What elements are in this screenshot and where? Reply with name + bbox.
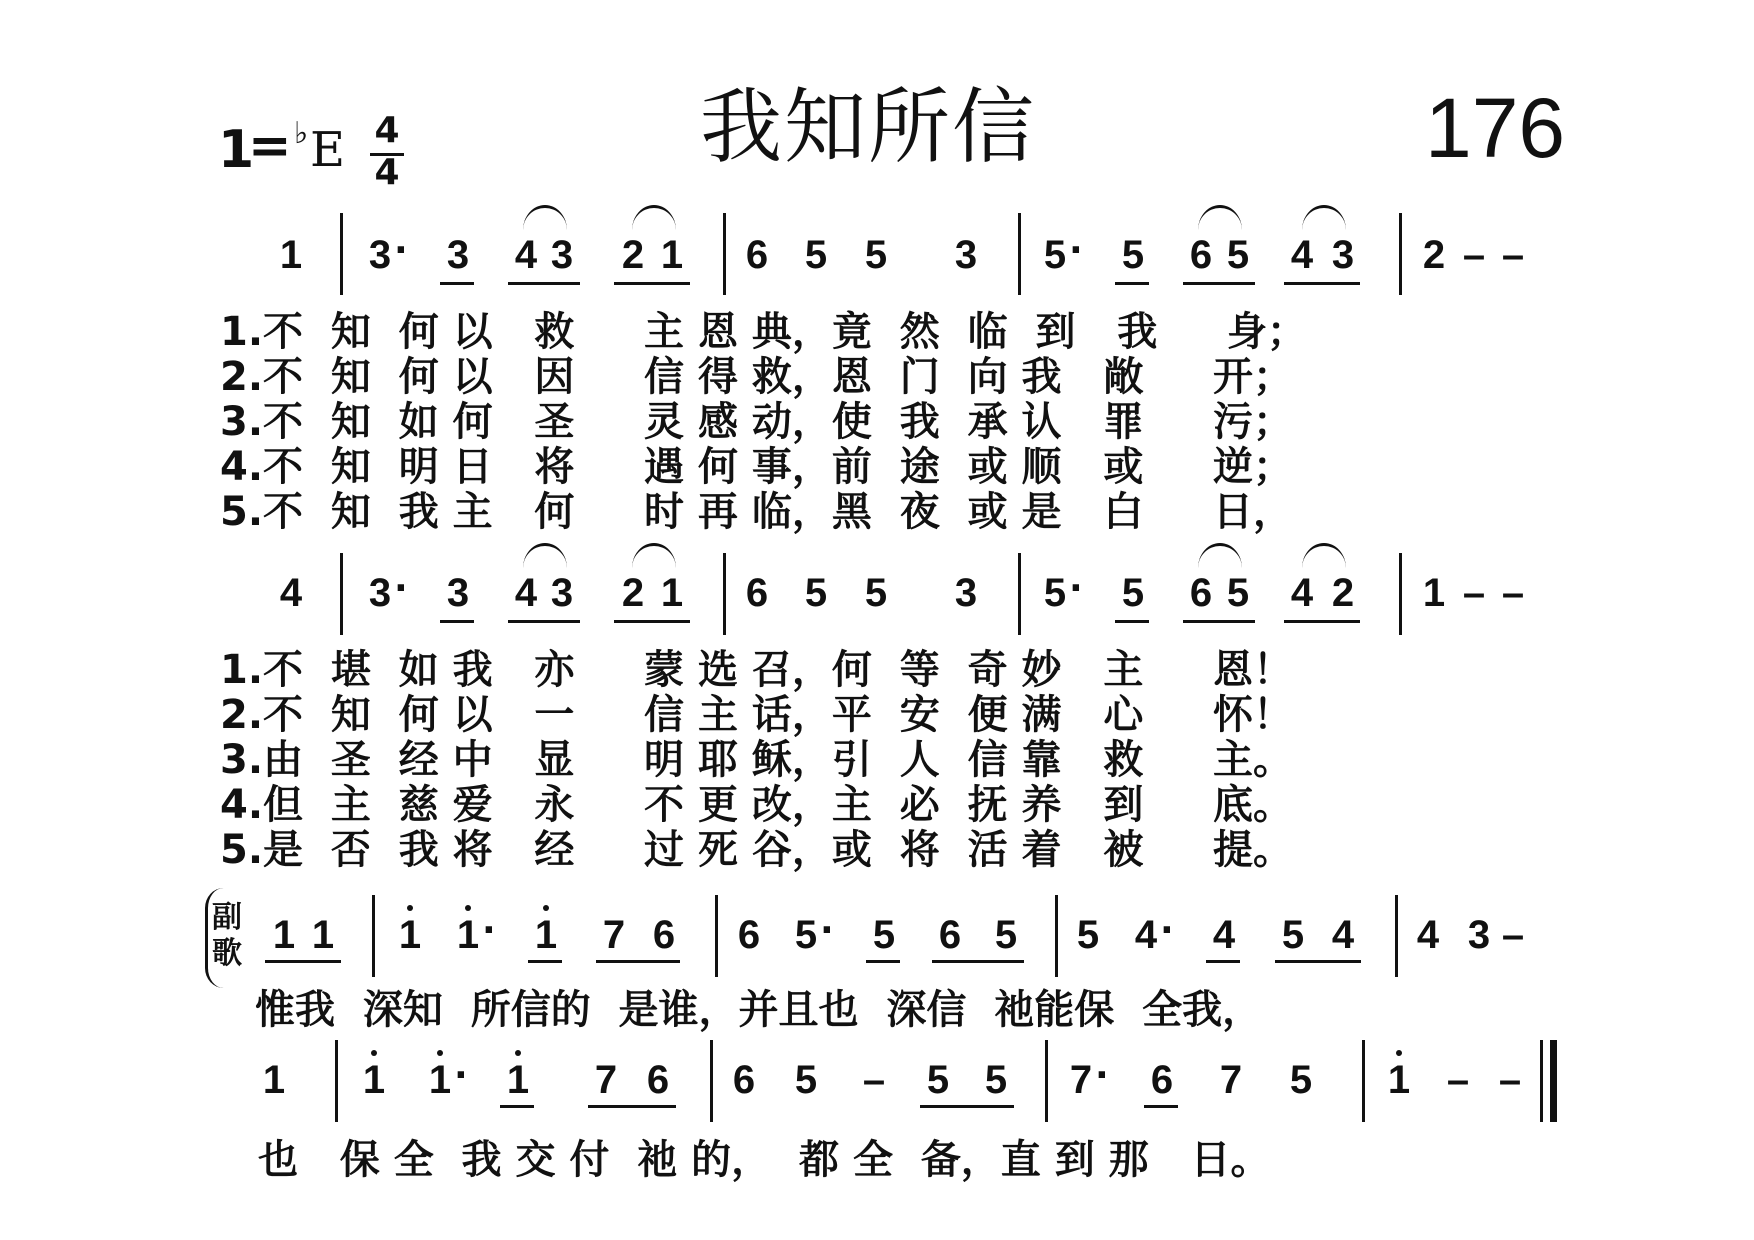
note: 1 xyxy=(262,1058,286,1102)
note: 6 xyxy=(732,1058,756,1102)
note-dot: · xyxy=(394,568,408,609)
note: 1 xyxy=(272,913,296,957)
note: 5 xyxy=(994,913,1018,957)
underline xyxy=(508,620,580,623)
high-octave-dot xyxy=(1396,1050,1402,1056)
note: 3 xyxy=(446,233,470,277)
note-dot: · xyxy=(820,910,834,951)
note: – xyxy=(1501,913,1525,957)
note: 5 xyxy=(1121,571,1145,615)
note: – xyxy=(1446,1058,1470,1102)
note: 3 xyxy=(368,571,392,615)
barline xyxy=(1045,1040,1048,1122)
note: 1 xyxy=(502,1058,534,1103)
note: 1 xyxy=(530,913,562,958)
underline xyxy=(1284,282,1360,285)
note: 3 xyxy=(550,233,574,277)
underline xyxy=(1115,620,1149,623)
lyric-line: 5.不 知 我 主 何 时 再 临，黑 夜 或 是 白 日， xyxy=(220,489,1293,535)
note: 3 xyxy=(550,571,574,615)
note-dot: · xyxy=(1069,568,1083,609)
note: 6 xyxy=(938,913,962,957)
note-dot: · xyxy=(1160,910,1174,951)
underline xyxy=(614,620,690,623)
note: 1 xyxy=(452,913,484,958)
note-dot: · xyxy=(454,1055,468,1096)
high-octave-dot xyxy=(465,905,471,911)
underline xyxy=(596,960,680,963)
underline xyxy=(588,1105,676,1108)
note: – xyxy=(862,1058,886,1102)
note: 3 xyxy=(1331,233,1355,277)
note: 4 xyxy=(1134,913,1158,957)
barline xyxy=(1399,213,1402,295)
note: 1 xyxy=(1383,1058,1415,1103)
barline xyxy=(1362,1040,1365,1122)
slur xyxy=(632,543,676,568)
note: 5 xyxy=(1226,571,1250,615)
barline xyxy=(340,213,343,295)
note: 3 xyxy=(954,571,978,615)
note: 5 xyxy=(1043,233,1067,277)
note: 1 xyxy=(1422,571,1446,615)
high-octave-dot xyxy=(543,905,549,911)
lyric-line: 1.不 堪 如 我 亦 蒙 选 召，何 等 奇 妙 主 恩！ xyxy=(220,647,1293,693)
note: 1 xyxy=(358,1058,390,1103)
underline xyxy=(1206,960,1240,963)
key-signature-letter: E xyxy=(310,122,346,178)
underline xyxy=(440,620,474,623)
note: 1 xyxy=(424,1058,456,1103)
high-octave-dot xyxy=(407,905,413,911)
barline xyxy=(372,895,375,977)
barline xyxy=(723,213,726,295)
key-signature-one: 1 xyxy=(218,120,255,180)
underline xyxy=(500,1105,534,1108)
underline xyxy=(932,960,1024,963)
note: 2 xyxy=(1331,571,1355,615)
note: 3 xyxy=(1467,913,1491,957)
underline xyxy=(528,960,562,963)
high-octave-dot xyxy=(371,1050,377,1056)
slur xyxy=(1198,205,1242,230)
flat-icon: ♭ xyxy=(294,116,309,151)
barline xyxy=(340,553,343,635)
lyric-line: 2.不 知 何 以 因 信 得 救，恩 门 向 我 敞 开； xyxy=(220,354,1293,400)
note: 5 xyxy=(794,1058,818,1102)
note: 5 xyxy=(872,913,896,957)
note: 4 xyxy=(1212,913,1236,957)
note: 2 xyxy=(621,233,645,277)
barline xyxy=(715,895,718,977)
barline xyxy=(723,553,726,635)
slur xyxy=(523,543,567,568)
underline xyxy=(508,282,580,285)
lyric-line: 1.不 知 何 以 救 主 恩 典，竟 然 临 到 我 身； xyxy=(220,309,1307,355)
note: 1 xyxy=(660,571,684,615)
note: 3 xyxy=(954,233,978,277)
note: 7 xyxy=(1069,1058,1093,1102)
hymn-title: 我知所信 xyxy=(700,80,1037,175)
note: 6 xyxy=(1189,233,1213,277)
note: – xyxy=(1501,233,1525,277)
underline xyxy=(866,960,900,963)
note-dot: · xyxy=(1069,230,1083,271)
note: 5 xyxy=(984,1058,1008,1102)
note: 1 xyxy=(394,913,426,958)
underline xyxy=(440,282,474,285)
barline xyxy=(1055,895,1058,977)
note-dot: · xyxy=(482,910,496,951)
note: 6 xyxy=(646,1058,670,1102)
note: 3 xyxy=(446,571,470,615)
note: 6 xyxy=(745,233,769,277)
note: 5 xyxy=(1226,233,1250,277)
note: 5 xyxy=(1289,1058,1313,1102)
chorus-label: 副歌 xyxy=(212,900,242,971)
note: 1 xyxy=(660,233,684,277)
underline xyxy=(1144,1105,1178,1108)
note: 4 xyxy=(279,571,303,615)
key-signature-equals: = xyxy=(248,116,292,176)
slur xyxy=(1302,205,1346,230)
underline xyxy=(1183,620,1255,623)
note: 2 xyxy=(621,571,645,615)
note: 5 xyxy=(1121,233,1145,277)
note: 4 xyxy=(514,233,538,277)
note: 5 xyxy=(1281,913,1305,957)
lyric-line: 5.是 否 我 将 经 过 死 谷，或 将 活 着 被 提。 xyxy=(220,827,1293,873)
underline xyxy=(1275,960,1361,963)
lyric-line: 4.不 知 明 日 将 遇 何 事，前 途 或 顺 或 逆； xyxy=(220,444,1293,490)
note: 4 xyxy=(514,571,538,615)
barline xyxy=(1018,553,1021,635)
barline xyxy=(1399,553,1402,635)
note: 1 xyxy=(311,913,335,957)
note: – xyxy=(1462,571,1486,615)
time-signature-bottom: 4 xyxy=(374,152,400,193)
note: 4 xyxy=(1290,233,1314,277)
note: – xyxy=(1462,233,1486,277)
note: 2 xyxy=(1422,233,1446,277)
lyric-line: 3.不 知 如 何 圣 灵 感 动，使 我 承 认 罪 污； xyxy=(220,399,1293,445)
note: 5 xyxy=(864,233,888,277)
note: 4 xyxy=(1331,913,1355,957)
note: 7 xyxy=(602,913,626,957)
lyric-line: 2.不 知 何 以 一 信 主 话，平 安 便 满 心 怀！ xyxy=(220,692,1293,738)
slur xyxy=(1198,543,1242,568)
underline xyxy=(1183,282,1255,285)
lyric-line: 3.由 圣 经 中 显 明 耶 稣，引 人 信 靠 救 主。 xyxy=(220,737,1293,783)
note: 4 xyxy=(1290,571,1314,615)
underline xyxy=(614,282,690,285)
note: 5 xyxy=(804,233,828,277)
chorus-lyric-line: 惟我 深知 所信的 是谁，并且也 深信 祂能保 全我， xyxy=(255,987,1263,1033)
note-dot: · xyxy=(394,230,408,271)
high-octave-dot xyxy=(515,1050,521,1056)
slur xyxy=(632,205,676,230)
barline xyxy=(1018,213,1021,295)
note: 5 xyxy=(1043,571,1067,615)
underline xyxy=(1115,282,1149,285)
note: 5 xyxy=(794,913,818,957)
note: 3 xyxy=(368,233,392,277)
underline xyxy=(265,960,341,963)
underline xyxy=(920,1105,1014,1108)
barline xyxy=(710,1040,713,1122)
note: – xyxy=(1498,1058,1522,1102)
note-dot: · xyxy=(1095,1055,1109,1096)
note: 6 xyxy=(737,913,761,957)
note: 6 xyxy=(1150,1058,1174,1102)
note: 6 xyxy=(745,571,769,615)
slur xyxy=(523,205,567,230)
note: 5 xyxy=(1076,913,1100,957)
note: 4 xyxy=(1416,913,1440,957)
barline xyxy=(335,1040,338,1122)
note: 5 xyxy=(804,571,828,615)
note: 7 xyxy=(1219,1058,1243,1102)
high-octave-dot xyxy=(437,1050,443,1056)
note: 6 xyxy=(652,913,676,957)
lyric-line: 4.但 主 慈 爱 永 不 更 改，主 必 抚 养 到 底。 xyxy=(220,782,1293,828)
time-signature-top: 4 xyxy=(374,110,400,151)
chorus-lyric-line: 也 保 全 我 交 付 祂 的， 都 全 备，直 到 那 日。 xyxy=(258,1137,1271,1183)
slur xyxy=(1302,543,1346,568)
final-barline-thick xyxy=(1550,1040,1557,1122)
note: 6 xyxy=(1189,571,1213,615)
note: 5 xyxy=(926,1058,950,1102)
barline xyxy=(1395,895,1398,977)
note: – xyxy=(1501,571,1525,615)
hymn-number: 176 xyxy=(1425,81,1566,175)
note: 1 xyxy=(279,233,303,277)
final-barline-thin xyxy=(1540,1040,1543,1122)
note: 7 xyxy=(594,1058,618,1102)
underline xyxy=(1284,620,1360,623)
note: 5 xyxy=(864,571,888,615)
